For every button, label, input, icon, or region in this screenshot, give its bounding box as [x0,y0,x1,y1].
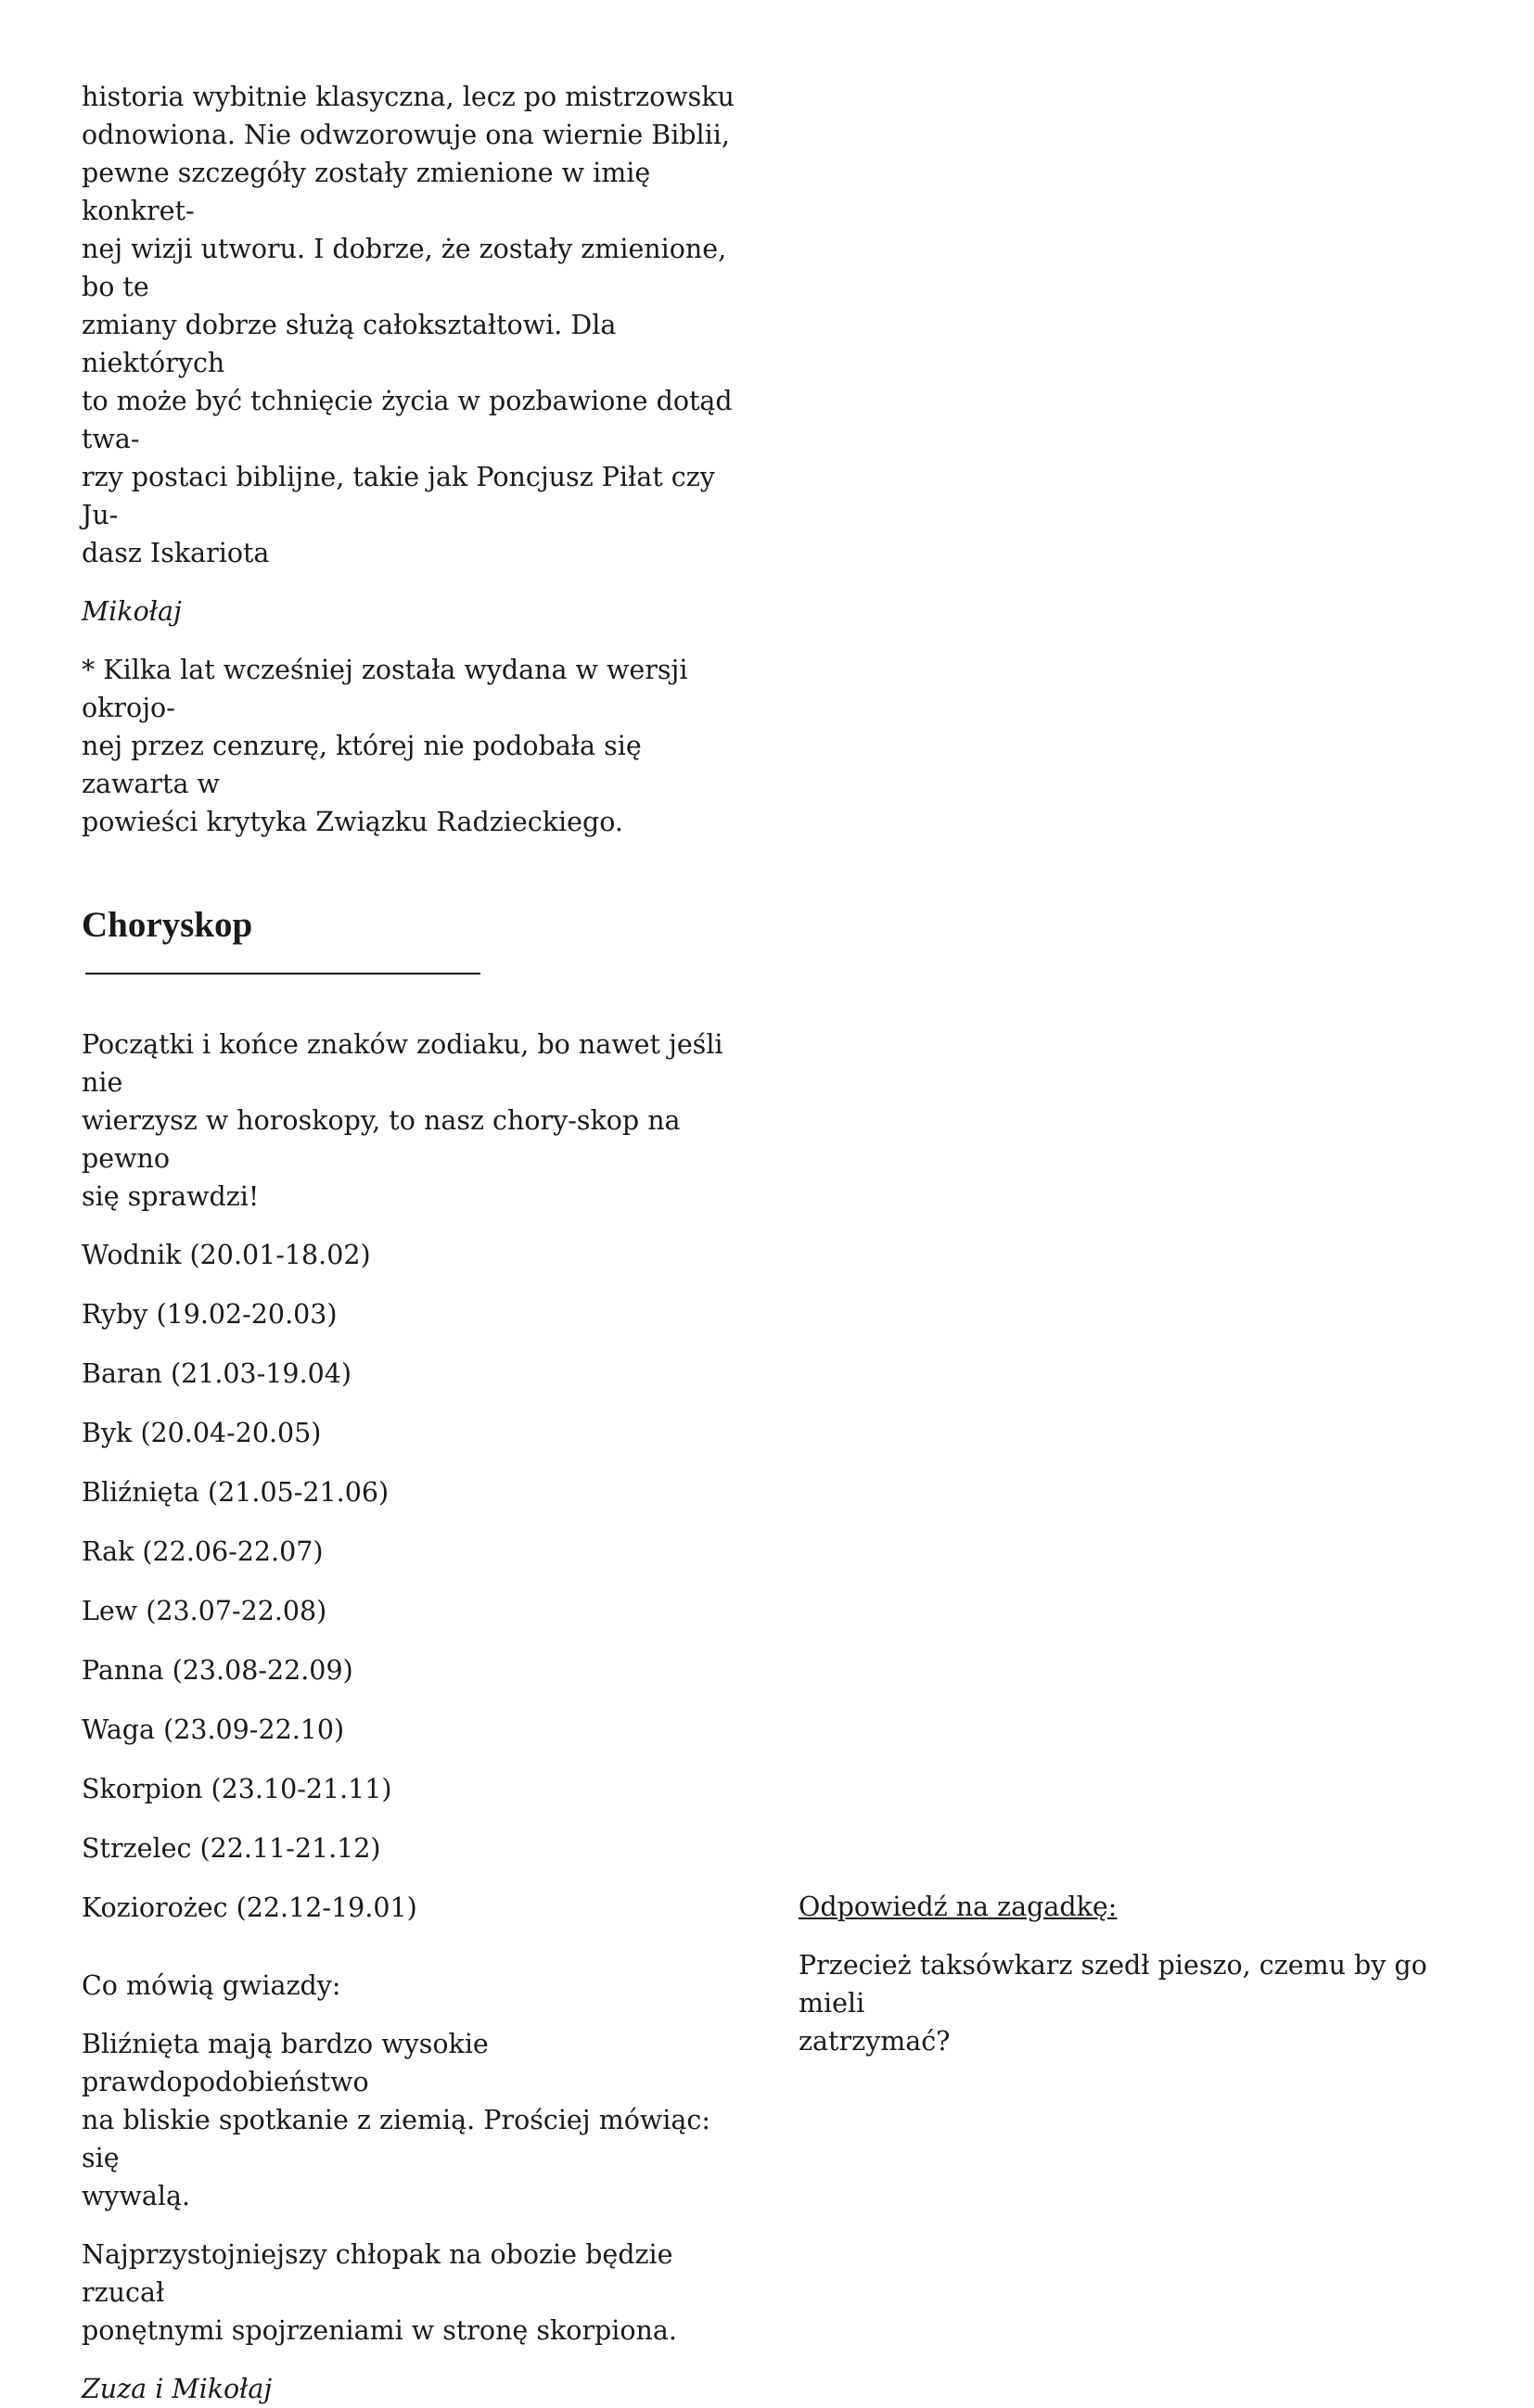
intro-line: Początki i końce znaków zodiaku, bo nawet jeśli nie [82,1029,723,1098]
zodiac-sign: Rak (22.06-22.07) [82,1536,324,1567]
stars-heading: Co mówią gwiazdy: [82,1970,341,2001]
right-column [799,1888,1466,2060]
footnote-line: * Kilka lat wcześniej została wydana w wersji okrojo- [82,655,688,723]
prediction-line: wywalą. [82,2181,191,2211]
left-column [82,78,749,2408]
horoscope-intro [82,1026,749,1216]
zodiac-sign: Byk (20.04-20.05) [82,1418,322,1448]
section-title: Choryskop [82,905,253,945]
riddle-answer-heading: Odpowiedź na zagadkę: [799,1892,1118,1922]
footnote-line: powieści krytyka Związku Radzieckiego. [82,807,623,837]
riddle-answer-text [799,1946,1466,2060]
footnote [82,651,749,841]
prediction-paragraph [82,2025,749,2215]
zodiac-sign: Baran (21.03-19.04) [82,1358,352,1389]
zodiac-list [82,1236,749,1927]
article-line: nej wizji utworu. I dobrze, że zostały zmienione, bo te [82,234,727,302]
zodiac-sign: Lew (23.07-22.08) [82,1596,327,1626]
footnote-line: nej przez cenzurę, której nie podobała się zawarta w [82,731,642,799]
riddle-answer-line: Przecież taksówkarz szedł pieszo, czemu by go mieli [799,1950,1427,2019]
zodiac-sign: Wodnik (20.01-18.02) [82,1240,371,1270]
zodiac-sign: Panna (23.08-22.09) [82,1655,353,1686]
intro-line: wierzysz w horoskopy, to nasz chory-skop na pewno [82,1105,681,1174]
zodiac-sign: Skorpion (23.10-21.11) [82,1774,392,1804]
prediction-line: na bliskie spotkanie z ziemią. Prościej mówiąc: się [82,2105,710,2173]
article-line: odnowiona. Nie odwzorowuje ona wiernie Biblii, [82,120,730,150]
prediction-line: Najprzystojniejszy chłopak na obozie będzie rzucał [82,2239,673,2308]
prediction-line: ponętnymi spojrzeniami w stronę skorpiona. [82,2315,677,2346]
prediction-line: Bliźnięta mają bardzo wysokie prawdopodobieństwo [82,2029,489,2097]
article-line: zmiany dobrze służą całokształtowi. Dla niektórych [82,310,617,378]
zodiac-sign: Bliźnięta (21.05-21.06) [82,1477,390,1508]
horoscope-signature: Zuza i Mikołaj [82,2374,273,2404]
article-line: historia wybitnie klasyczna, lecz po mistrzowsku [82,82,735,112]
article-line: rzy postaci biblijne, takie jak Poncjusz Piłat czy Ju- [82,462,715,530]
intro-line: się sprawdzi! [82,1181,260,1212]
article-signature: Mikołaj [82,596,182,627]
prediction-paragraph [82,2236,749,2350]
zodiac-sign: Waga (23.09-22.10) [82,1714,345,1745]
zodiac-sign: Strzelec (22.11-21.12) [82,1833,381,1864]
article-line: dasz Iskariota [82,538,270,568]
article-line: pewne szczegóły zostały zmienione w imię konkret- [82,158,651,226]
riddle-answer-line: zatrzymać? [799,2026,951,2057]
article-paragraph [82,78,749,572]
zodiac-sign: Koziorożec (22.12-19.01) [82,1892,417,1923]
title-underline-rule [85,973,480,975]
zodiac-sign: Ryby (19.02-20.03) [82,1299,338,1330]
article-line: to może być tchnięcie życia w pozbawione dotąd twa- [82,386,733,454]
